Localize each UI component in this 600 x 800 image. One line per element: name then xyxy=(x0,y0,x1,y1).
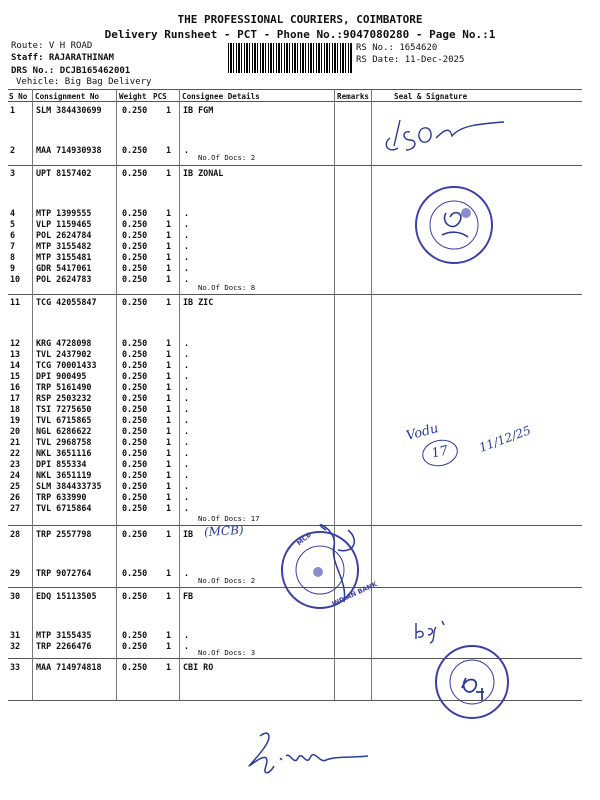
row-consignment-no: POL 2624784 xyxy=(36,230,92,240)
bank-stamp-zonal xyxy=(410,183,498,267)
table-row xyxy=(0,168,600,179)
staff-label: Staff: RAJARATHINAM xyxy=(11,53,114,63)
row-pcs: 1 xyxy=(166,241,172,251)
row-weight: 0.250 xyxy=(122,459,148,469)
table-row xyxy=(0,481,600,492)
row-sno: 20 xyxy=(10,426,21,436)
row-consignee-mark: . xyxy=(184,641,190,651)
row-consignee-mark: . xyxy=(184,219,190,229)
group-consignee: IB ZONAL xyxy=(183,168,224,178)
row-consignee-mark: . xyxy=(184,252,190,262)
rs-number: RS No.: 1654620 xyxy=(356,43,438,53)
table-row xyxy=(0,415,600,426)
group-consignee: CBI RO xyxy=(183,662,214,672)
col-seal-signature: Seal & Signature xyxy=(394,92,468,101)
row-consignment-no: TRP 2266476 xyxy=(36,641,92,651)
vehicle-label: Vehicle: Big Bag Delivery xyxy=(16,77,152,87)
docs-count: No.Of Docs: 2 xyxy=(198,153,256,162)
row-sno: 24 xyxy=(10,470,21,480)
rs-date: RS Date: 11-Dec-2025 xyxy=(356,55,465,65)
table-row xyxy=(0,630,600,641)
group-divider xyxy=(8,294,582,295)
row-consignee-mark: . xyxy=(184,230,190,240)
row-pcs: 1 xyxy=(166,459,172,469)
row-consignment-no: KRG 4728098 xyxy=(36,338,92,348)
row-sno: 33 xyxy=(10,662,21,672)
row-weight: 0.250 xyxy=(122,662,148,672)
row-consignment-no: TRP 633990 xyxy=(36,492,87,502)
signature-fb xyxy=(410,615,450,645)
col-sno: S No xyxy=(9,92,28,101)
group-consignee: FB xyxy=(183,591,194,601)
row-pcs: 1 xyxy=(166,630,172,640)
row-consignee-mark: . xyxy=(184,393,190,403)
row-sno: 2 xyxy=(10,145,16,155)
row-weight: 0.250 xyxy=(122,503,148,513)
row-weight: 0.250 xyxy=(122,145,148,155)
row-weight: 0.250 xyxy=(122,591,148,601)
col-consignee: Consignee Details xyxy=(182,92,260,101)
row-weight: 0.250 xyxy=(122,105,148,115)
table-row xyxy=(0,459,600,470)
row-pcs: 1 xyxy=(166,470,172,480)
row-sno: 32 xyxy=(10,641,21,651)
row-sno: 17 xyxy=(10,393,21,403)
row-weight: 0.250 xyxy=(122,470,148,480)
row-sno: 1 xyxy=(10,105,16,115)
row-weight: 0.250 xyxy=(122,529,148,539)
row-weight: 0.250 xyxy=(122,415,148,425)
row-sno: 3 xyxy=(10,168,16,178)
row-consignment-no: TRP 9072764 xyxy=(36,568,92,578)
group-divider xyxy=(8,165,582,166)
row-consignment-no: NGL 6286622 xyxy=(36,426,92,436)
row-weight: 0.250 xyxy=(122,274,148,284)
row-consignee-mark: . xyxy=(184,459,190,469)
row-consignee-mark: . xyxy=(184,349,190,359)
table-row xyxy=(0,448,600,459)
row-consignment-no: VLP 1159465 xyxy=(36,219,92,229)
row-weight: 0.250 xyxy=(122,404,148,414)
table-row xyxy=(0,145,600,156)
row-consignment-no: SLM 384430699 xyxy=(36,105,102,115)
row-weight: 0.250 xyxy=(122,219,148,229)
drs-number: DRS No.: DCJB165462001 xyxy=(11,66,131,76)
row-weight: 0.250 xyxy=(122,382,148,392)
row-consignment-no: TRP 5161490 xyxy=(36,382,92,392)
row-consignee-mark: . xyxy=(184,145,190,155)
row-consignment-no: MAA 714930938 xyxy=(36,145,102,155)
row-consignment-no: DPI 855334 xyxy=(36,459,87,469)
row-consignee-mark: . xyxy=(184,448,190,458)
col-remarks: Remarks xyxy=(337,92,370,101)
table-row xyxy=(0,503,600,514)
row-sno: 15 xyxy=(10,371,21,381)
row-pcs: 1 xyxy=(166,208,172,218)
row-consignee-mark: . xyxy=(184,492,190,502)
table-row xyxy=(0,263,600,274)
row-weight: 0.250 xyxy=(122,426,148,436)
row-consignee-mark: . xyxy=(184,481,190,491)
row-sno: 5 xyxy=(10,219,16,229)
row-pcs: 1 xyxy=(166,448,172,458)
row-sno: 4 xyxy=(10,208,16,218)
table-row xyxy=(0,105,600,116)
row-pcs: 1 xyxy=(166,219,172,229)
row-pcs: 1 xyxy=(166,338,172,348)
row-sno: 19 xyxy=(10,415,21,425)
table-row xyxy=(0,297,600,308)
row-weight: 0.250 xyxy=(122,393,148,403)
row-consignment-no: SLM 384433735 xyxy=(36,481,102,491)
row-consignee-mark: . xyxy=(184,371,190,381)
row-consignee-mark: . xyxy=(184,338,190,348)
row-weight: 0.250 xyxy=(122,641,148,651)
row-consignee-mark: . xyxy=(184,263,190,273)
row-consignment-no: MTP 3155435 xyxy=(36,630,92,640)
row-consignment-no: DPI 900495 xyxy=(36,371,87,381)
row-weight: 0.250 xyxy=(122,437,148,447)
row-consignment-no: TSI 7275650 xyxy=(36,404,92,414)
sheet-title: Delivery Runsheet - PCT - Phone No.:9047080280 - Page No.:1 xyxy=(104,28,496,41)
table-row xyxy=(0,208,600,219)
table-row xyxy=(0,393,600,404)
row-pcs: 1 xyxy=(166,568,172,578)
row-consignee-mark: . xyxy=(184,274,190,284)
row-consignee-mark: . xyxy=(184,208,190,218)
row-consignment-no: MTP 3155482 xyxy=(36,241,92,251)
row-sno: 26 xyxy=(10,492,21,502)
table-row xyxy=(0,241,600,252)
row-sno: 11 xyxy=(10,297,21,307)
row-consignment-no: MTP 3155481 xyxy=(36,252,92,262)
row-pcs: 1 xyxy=(166,404,172,414)
header-bottom-rule xyxy=(8,101,582,102)
table-row xyxy=(0,371,600,382)
row-consignment-no: TVL 2968758 xyxy=(36,437,92,447)
row-pcs: 1 xyxy=(166,426,172,436)
footer-signature xyxy=(240,722,390,792)
route-label: Route: V H ROAD xyxy=(11,41,93,51)
group-consignee: IB xyxy=(183,529,194,539)
group-consignee: IB FGM xyxy=(183,105,214,115)
handwritten-date: 11/12/25 xyxy=(477,423,533,455)
row-sno: 27 xyxy=(10,503,21,513)
row-sno: 10 xyxy=(10,274,21,284)
row-sno: 21 xyxy=(10,437,21,447)
col-consignment: Consignment No xyxy=(35,92,100,101)
table-row xyxy=(0,338,600,349)
table-row xyxy=(0,252,600,263)
table-row xyxy=(0,349,600,360)
row-pcs: 1 xyxy=(166,437,172,447)
row-sno: 16 xyxy=(10,382,21,392)
row-consignment-no: TCG 42055847 xyxy=(36,297,97,307)
col-pcs: PCS xyxy=(153,92,167,101)
row-weight: 0.250 xyxy=(122,252,148,262)
row-sno: 29 xyxy=(10,568,21,578)
row-consignment-no: RSP 2503232 xyxy=(36,393,92,403)
row-consignee-mark: . xyxy=(184,437,190,447)
row-pcs: 1 xyxy=(166,415,172,425)
table-row xyxy=(0,470,600,481)
row-weight: 0.250 xyxy=(122,492,148,502)
row-pcs: 1 xyxy=(166,230,172,240)
row-pcs: 1 xyxy=(166,492,172,502)
row-consignment-no: TVL 6715865 xyxy=(36,415,92,425)
row-pcs: 1 xyxy=(166,371,172,381)
col-weight: Weight xyxy=(119,92,147,101)
signature-fgm xyxy=(380,110,510,160)
row-sno: 14 xyxy=(10,360,21,370)
row-consignee-mark: . xyxy=(184,568,190,578)
row-weight: 0.250 xyxy=(122,241,148,251)
row-pcs: 1 xyxy=(166,503,172,513)
docs-count: No.Of Docs: 8 xyxy=(198,283,256,292)
row-weight: 0.250 xyxy=(122,208,148,218)
row-sno: 18 xyxy=(10,404,21,414)
row-consignee-mark: . xyxy=(184,404,190,414)
row-consignment-no: UPT 8157402 xyxy=(36,168,92,178)
row-sno: 12 xyxy=(10,338,21,348)
row-weight: 0.250 xyxy=(122,168,148,178)
stamp-bank-name: INDIAN BANK xyxy=(330,580,379,608)
row-weight: 0.250 xyxy=(122,448,148,458)
table-row xyxy=(0,492,600,503)
table-row xyxy=(0,404,600,415)
row-pcs: 1 xyxy=(166,382,172,392)
bank-stamp-cbi xyxy=(432,642,512,722)
row-consignee-mark: . xyxy=(184,630,190,640)
row-sno: 23 xyxy=(10,459,21,469)
table-row xyxy=(0,274,600,285)
table-row xyxy=(0,230,600,241)
row-sno: 25 xyxy=(10,481,21,491)
row-pcs: 1 xyxy=(166,529,172,539)
row-consignment-no: TVL 2437902 xyxy=(36,349,92,359)
table-row xyxy=(0,382,600,393)
handwritten-mcb: (MCB) xyxy=(203,522,244,540)
row-pcs: 1 xyxy=(166,263,172,273)
row-weight: 0.250 xyxy=(122,481,148,491)
handwritten-remark: Vodu xyxy=(404,421,441,444)
row-pcs: 1 xyxy=(166,641,172,651)
row-sno: 9 xyxy=(10,263,16,273)
row-pcs: 1 xyxy=(166,393,172,403)
row-pcs: 1 xyxy=(166,105,172,115)
row-sno: 13 xyxy=(10,349,21,359)
row-sno: 7 xyxy=(10,241,16,251)
row-consignment-no: EDQ 15113505 xyxy=(36,591,97,601)
row-consignment-no: TRP 2557798 xyxy=(36,529,92,539)
docs-count: No.Of Docs: 3 xyxy=(198,648,256,657)
row-consignment-no: NKL 3651119 xyxy=(36,470,92,480)
row-pcs: 1 xyxy=(166,591,172,601)
row-sno: 30 xyxy=(10,591,21,601)
row-consignee-mark: . xyxy=(184,503,190,513)
row-consignment-no: POL 2624783 xyxy=(36,274,92,284)
row-consignee-mark: . xyxy=(184,426,190,436)
handwritten-count-value: 17 xyxy=(430,443,450,462)
row-consignee-mark: . xyxy=(184,415,190,425)
stamp-branch-name: MCB xyxy=(295,530,313,548)
row-sno: 31 xyxy=(10,630,21,640)
row-pcs: 1 xyxy=(166,145,172,155)
row-pcs: 1 xyxy=(166,168,172,178)
row-weight: 0.250 xyxy=(122,371,148,381)
row-pcs: 1 xyxy=(166,349,172,359)
table-row xyxy=(0,360,600,371)
company-name: THE PROFESSIONAL COURIERS, COIMBATORE xyxy=(177,13,423,26)
barcode xyxy=(228,43,353,73)
row-weight: 0.250 xyxy=(122,263,148,273)
row-consignment-no: MTP 1399555 xyxy=(36,208,92,218)
row-consignee-mark: . xyxy=(184,382,190,392)
table-row xyxy=(0,219,600,230)
row-pcs: 1 xyxy=(166,481,172,491)
row-consignment-no: GDR 5417061 xyxy=(36,263,92,273)
row-weight: 0.250 xyxy=(122,338,148,348)
docs-count: No.Of Docs: 17 xyxy=(198,514,260,523)
row-weight: 0.250 xyxy=(122,230,148,240)
row-sno: 22 xyxy=(10,448,21,458)
row-consignee-mark: . xyxy=(184,241,190,251)
row-weight: 0.250 xyxy=(122,349,148,359)
row-sno: 6 xyxy=(10,230,16,240)
row-sno: 28 xyxy=(10,529,21,539)
row-weight: 0.250 xyxy=(122,630,148,640)
docs-count: No.Of Docs: 2 xyxy=(198,576,256,585)
row-consignee-mark: . xyxy=(184,470,190,480)
row-consignment-no: TCG 70001433 xyxy=(36,360,97,370)
group-consignee: IB ZIC xyxy=(183,297,214,307)
row-weight: 0.250 xyxy=(122,360,148,370)
row-pcs: 1 xyxy=(166,360,172,370)
row-sno: 8 xyxy=(10,252,16,262)
row-weight: 0.250 xyxy=(122,568,148,578)
row-consignment-no: NKL 3651116 xyxy=(36,448,92,458)
row-weight: 0.250 xyxy=(122,297,148,307)
row-pcs: 1 xyxy=(166,252,172,262)
row-pcs: 1 xyxy=(166,297,172,307)
row-consignment-no: MAA 714974818 xyxy=(36,662,102,672)
row-consignee-mark: . xyxy=(184,360,190,370)
row-pcs: 1 xyxy=(166,662,172,672)
row-consignment-no: TVL 6715864 xyxy=(36,503,92,513)
table-top-rule xyxy=(8,89,582,90)
row-pcs: 1 xyxy=(166,274,172,284)
